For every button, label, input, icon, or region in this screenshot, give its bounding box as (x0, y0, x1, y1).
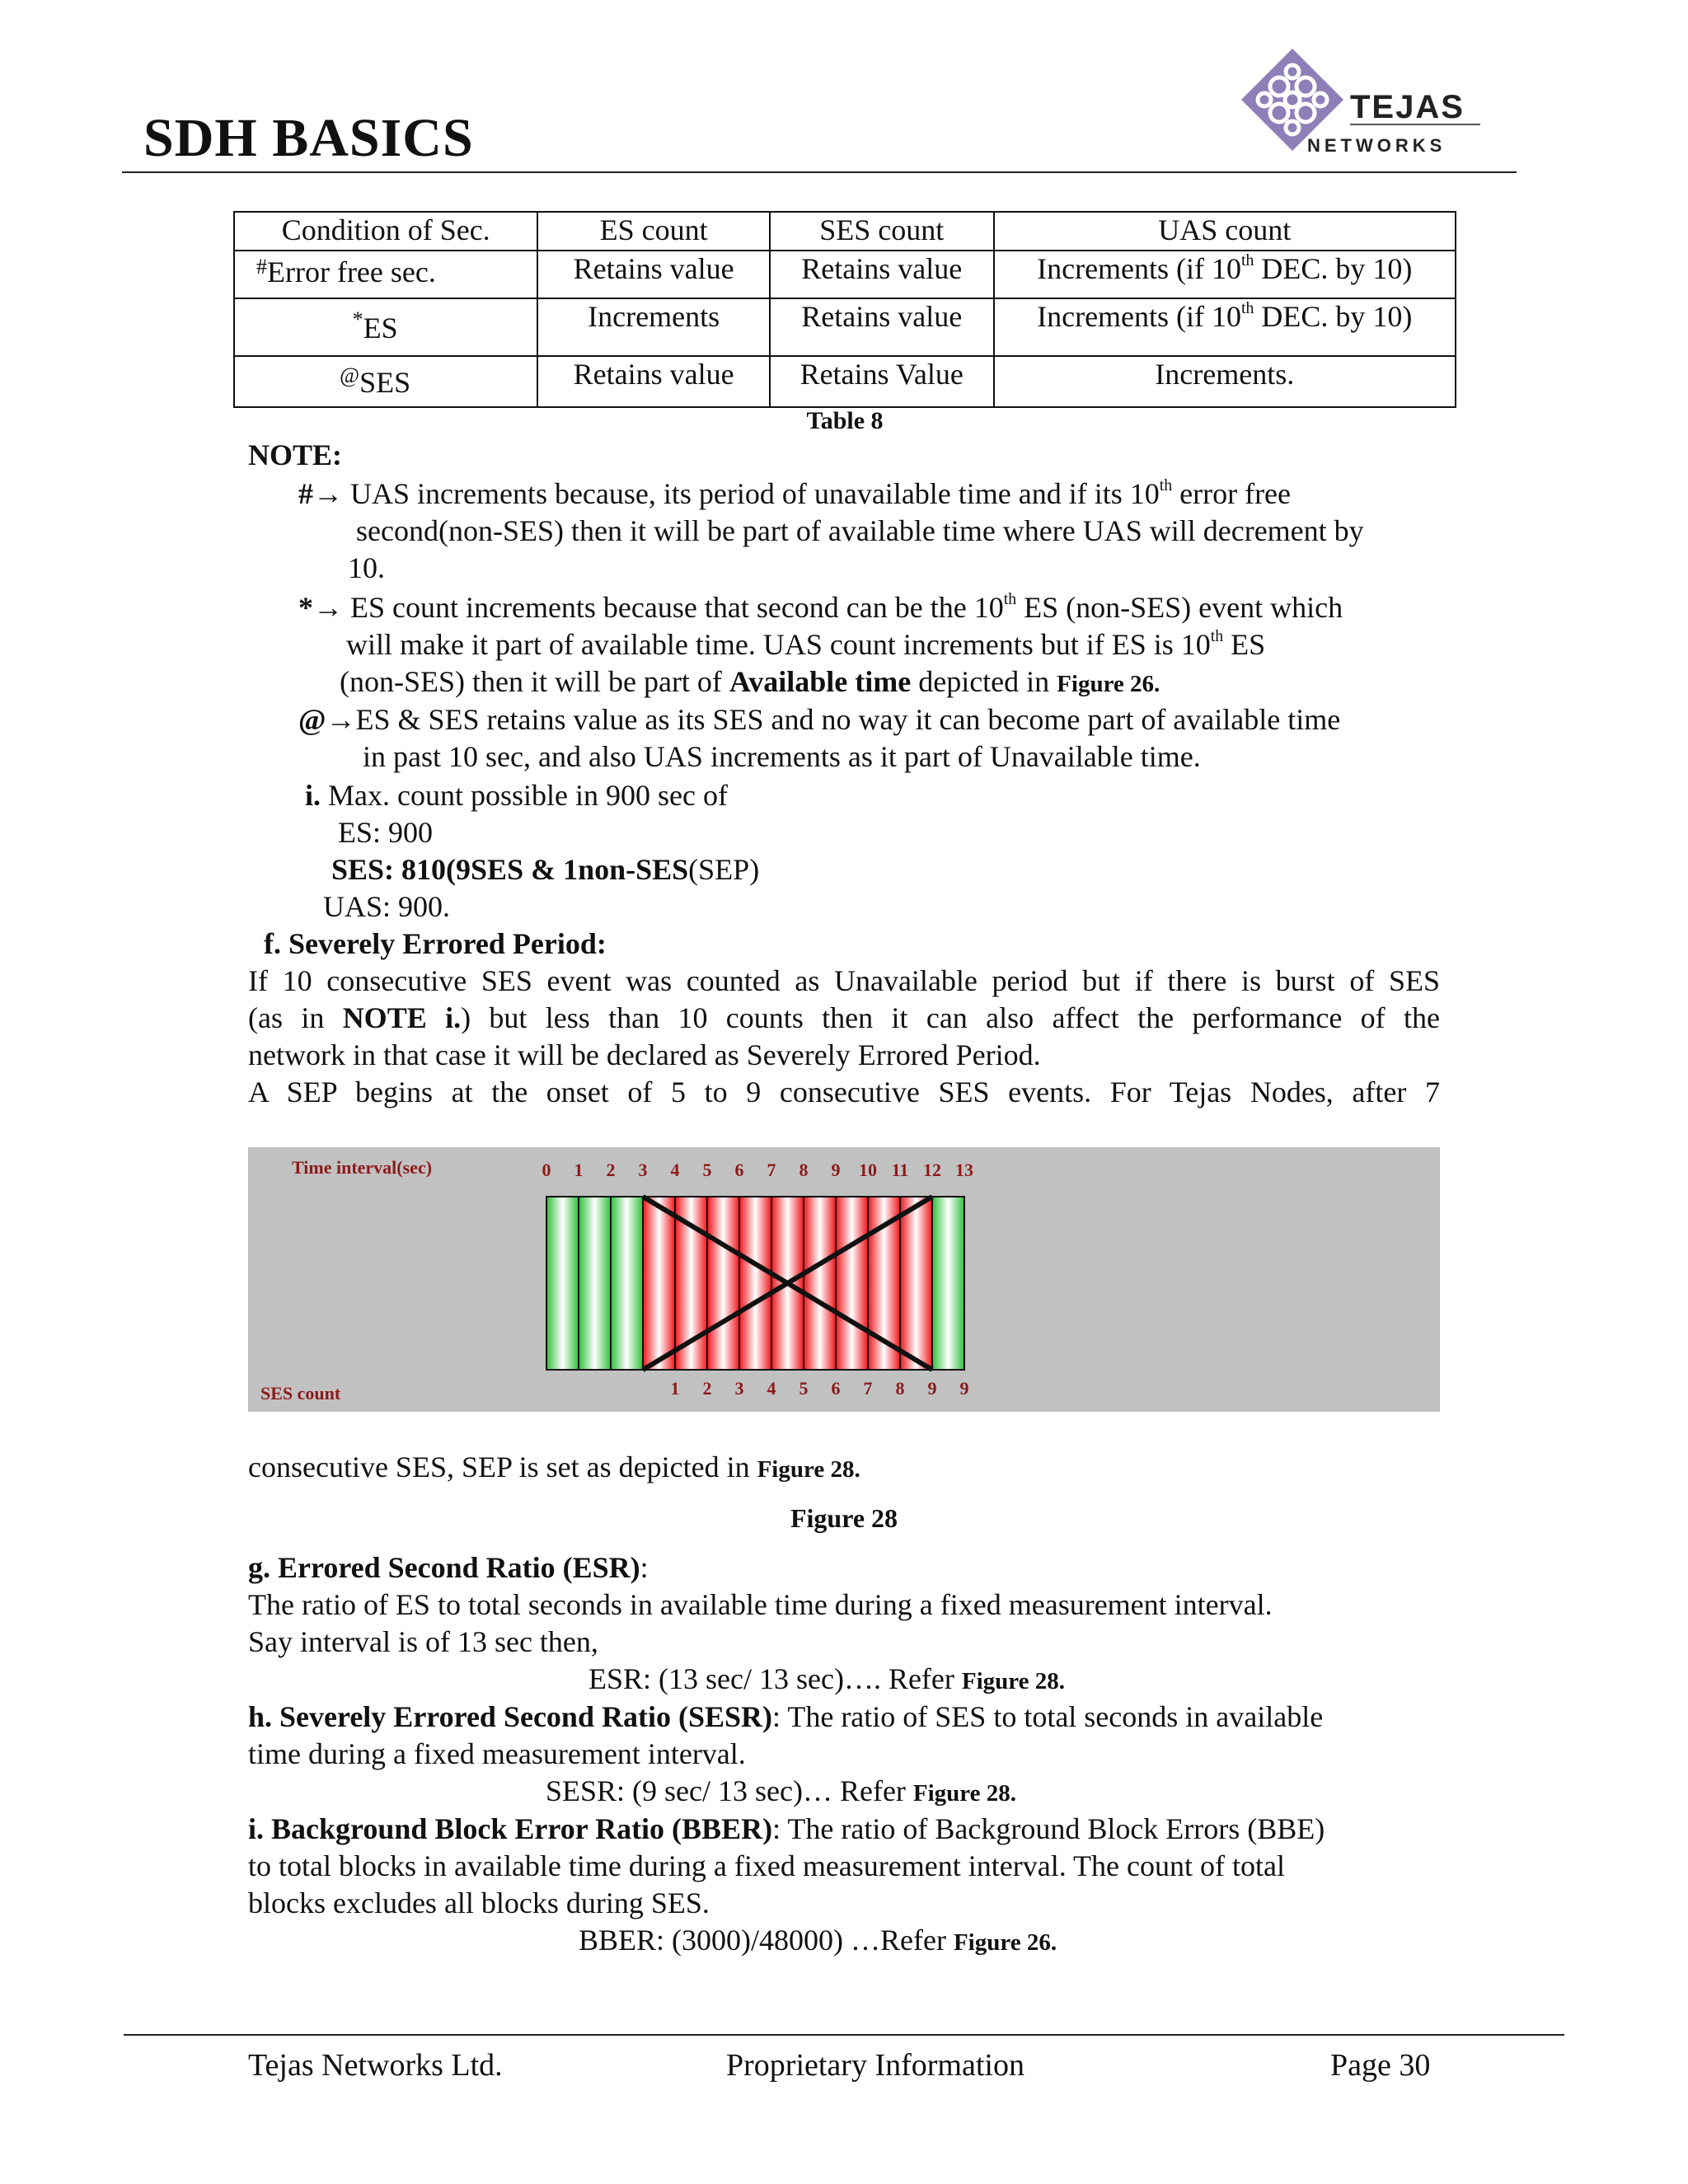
bber-formula (579, 1922, 1057, 1961)
note-mark: *→ (298, 591, 343, 624)
ses-tick-label: 6 (831, 1378, 841, 1399)
time-interval-label: Time interval(sec) (292, 1157, 433, 1178)
section-f-text: A SEP begins at the onset of 5 to 9 consecutive SES events. For Tejas Nodes, after 7 (248, 1076, 1440, 1108)
table-cell (994, 298, 1456, 356)
heading-text: h. Severely Errored Second Ratio (SESR) (248, 1700, 772, 1733)
table-header: SES count (770, 212, 994, 251)
sep-diagram-graphic (248, 1147, 1440, 1412)
ses-tick-label: 4 (767, 1378, 776, 1399)
section-g-text: Say interval is of 13 sec then, (248, 1625, 598, 1658)
note-i-ses (331, 851, 759, 888)
table-row (234, 356, 1456, 407)
table-header: ES count (537, 212, 770, 251)
note-mark: i. (305, 779, 321, 812)
time-tick-label: 0 (542, 1160, 551, 1180)
note-text: UAS increments because, its period of unavailable time and if its 10 (343, 477, 1160, 510)
uas-text: DEC. by 10) (1254, 252, 1413, 285)
time-tick-label: 11 (891, 1160, 909, 1180)
formula-text: BBER: (3000)/48000) …Refer (579, 1924, 954, 1957)
table-caption: Table 8 (806, 407, 884, 434)
section-i-line (248, 1811, 1325, 1848)
condition-table (233, 211, 1456, 408)
time-tick-label: 4 (670, 1160, 680, 1180)
note-text: (SEP) (688, 853, 760, 886)
note-text: error free (1172, 477, 1292, 510)
ses-second-cell (900, 1197, 932, 1370)
uas-text: DEC. by 10) (1254, 300, 1413, 333)
note-text: ES & SES retains value as its SES and no way it can become part of available time (355, 703, 1341, 736)
note-i-es: ES: 900 (338, 816, 434, 849)
footnote-mark: @ (340, 363, 360, 387)
table-cell: Retains value (770, 251, 994, 298)
sesr-formula (546, 1773, 1016, 1812)
note-text: ES count increments because that second can be the 10 (343, 591, 1004, 624)
page-number: Page 30 (1330, 2048, 1431, 2083)
sep-diagram (248, 1147, 1440, 1412)
footnote-mark: * (352, 307, 363, 331)
section-h-text: time during a fixed measurement interval. (248, 1737, 746, 1770)
ses-second-cell (739, 1197, 771, 1370)
para-text: : The ratio of Background Block Errors (BBE) (772, 1812, 1325, 1845)
para-text: : The ratio of SES to total seconds in available (772, 1700, 1324, 1733)
table-cell (234, 356, 537, 407)
table-cell: Increments (537, 298, 770, 356)
time-tick-label: 7 (767, 1160, 776, 1180)
section-g-text: The ratio of ES to total seconds in available time during a fixed measurement interval. (248, 1588, 1273, 1621)
ses-tick-label: 7 (863, 1378, 873, 1399)
time-tick-label: 12 (923, 1160, 941, 1180)
ses-tick-label: 8 (895, 1378, 905, 1399)
note-sup: th (1003, 590, 1017, 609)
section-i-text: blocks excludes all blocks during SES. (248, 1886, 710, 1919)
heading-text: i. Background Block Error Ratio (BBER) (248, 1812, 773, 1845)
para-text: ) but less than 10 counts then it can also affect the performance of the (461, 1001, 1440, 1034)
ses-tick-label: 1 (670, 1378, 680, 1399)
table-cell: Increments. (994, 356, 1456, 407)
table-cell: Retains value (537, 251, 770, 298)
time-tick-label: 3 (638, 1160, 648, 1180)
formula-text: ESR: (13 sec/ 13 sec)…. Refer (588, 1662, 962, 1695)
note-i-uas: UAS: 900. (323, 890, 451, 923)
note-text: Max. count possible in 900 sec of (321, 779, 728, 812)
uas-sup: th (1241, 299, 1254, 318)
error-free-second-cell (932, 1197, 964, 1370)
condition-label: SES (359, 366, 411, 399)
ses-second-cell (804, 1197, 836, 1370)
note-i-line (305, 777, 728, 814)
note-star-line (346, 626, 1265, 663)
section-i-text: to total blocks in available time during a fixed measurement interval. The count of total (248, 1849, 1285, 1882)
time-tick-label: 9 (831, 1160, 841, 1180)
section-g-heading (248, 1549, 649, 1586)
section-f-text: network in that case it will be declared as Severely Errored Period. (248, 1038, 1041, 1071)
para-text: (as in (248, 1001, 343, 1034)
time-tick-label: 5 (702, 1160, 712, 1180)
note-mark: #→ (298, 477, 343, 510)
heading-text: : (640, 1551, 649, 1584)
table-cell (994, 251, 1456, 298)
table-header-row (234, 212, 1456, 251)
note-hash-line (298, 476, 1291, 513)
figure-ref: Figure 28. (961, 1668, 1066, 1694)
ses-second-cell (836, 1197, 868, 1370)
table-cell (234, 298, 537, 356)
ses-tick-label: 2 (702, 1378, 712, 1399)
note-sup: th (1210, 627, 1224, 646)
ses-second-cell (707, 1197, 739, 1370)
para-text: consecutive SES, SEP is set as depicted in (248, 1451, 757, 1483)
para-text: NOTE i. (342, 1001, 462, 1034)
footer-rule (124, 2034, 1564, 2036)
logo-wordmark: TEJAS (1350, 89, 1465, 125)
footnote-mark: # (256, 255, 267, 279)
ses-second-cell (643, 1197, 675, 1370)
section-h-line (248, 1699, 1323, 1736)
footer-center: Proprietary Information (726, 2048, 1025, 2083)
section-f-text (248, 1449, 860, 1488)
note-text: Available time (729, 665, 912, 698)
note-text: ES (non-SES) event which (1016, 591, 1343, 624)
page-title: SDH BASICS (143, 108, 474, 168)
table-cell: Retains Value (770, 356, 994, 407)
heading-text: g. Errored Second Ratio (ESR) (248, 1551, 640, 1584)
ses-count-label: SES count (260, 1383, 341, 1404)
table-row (234, 298, 1456, 356)
time-tick-label: 13 (955, 1160, 973, 1180)
condition-label: ES (363, 312, 398, 344)
logo-subtitle: NETWORKS (1307, 135, 1447, 156)
table-header: Condition of Sec. (234, 212, 537, 251)
table-cell: Retains value (537, 356, 770, 407)
ses-tick-label: 9 (959, 1378, 969, 1399)
figure-caption: Figure 28 (790, 1503, 898, 1533)
note-star-line (340, 663, 1160, 703)
error-free-second-cell (611, 1197, 643, 1370)
note-text: (non-SES) then it will be part of (340, 665, 729, 698)
time-tick-label: 1 (574, 1160, 584, 1180)
note-at-line (298, 701, 1340, 738)
time-tick-label: 8 (799, 1160, 809, 1180)
ses-second-cell (868, 1197, 900, 1370)
section-f-heading: f. Severely Errored Period: (264, 927, 607, 960)
time-tick-label: 10 (859, 1160, 877, 1180)
note-sup: th (1159, 476, 1173, 495)
table-cell: Retains value (770, 298, 994, 356)
figure-ref: Figure 26. (1057, 671, 1160, 697)
header-rule (122, 171, 1517, 173)
ses-tick-label: 9 (927, 1378, 937, 1399)
note-text: ES (1223, 628, 1266, 661)
ses-tick-label: 5 (799, 1378, 809, 1399)
note-star-line (298, 589, 1343, 626)
note-at-line: in past 10 sec, and also UAS increments as it part of Unavailable time. (363, 740, 1201, 773)
uas-text: Increments (if 10 (1037, 252, 1242, 285)
note-heading: NOTE: (248, 438, 343, 471)
ses-tick-label: 3 (734, 1378, 744, 1399)
table-header: UAS count (994, 212, 1456, 251)
note-text: will make it part of available time. UAS count increments but if ES is 10 (346, 628, 1211, 661)
error-free-second-cell (579, 1197, 611, 1370)
figure-ref: Figure 26. (953, 1929, 1057, 1956)
section-f-text: If 10 consecutive SES event was counted as Unavailable period but if there is burst of SES (248, 964, 1440, 997)
note-text: depicted in (911, 665, 1057, 698)
ses-second-cell (675, 1197, 707, 1370)
note-text: SES: 810(9SES & 1non-SES (331, 853, 689, 886)
note-mark: @→ (298, 703, 356, 736)
section-f-text (248, 1000, 1440, 1037)
table-row (234, 251, 1456, 298)
time-tick-label: 2 (606, 1160, 616, 1180)
esr-formula (588, 1661, 1065, 1700)
condition-label: Error free sec. (267, 255, 436, 288)
error-free-second-cell (546, 1197, 579, 1370)
footer-company: Tejas Networks Ltd. (248, 2048, 503, 2083)
note-hash-line: 10. (348, 551, 385, 584)
figure-ref: Figure 28. (757, 1456, 860, 1483)
uas-sup: th (1241, 251, 1254, 270)
time-tick-label: 6 (734, 1160, 744, 1180)
figure-ref: Figure 28. (912, 1780, 1017, 1807)
table-cell (234, 251, 537, 298)
uas-text: Increments (if 10 (1037, 300, 1242, 333)
note-hash-line: second(non-SES) then it will be part of available time where UAS will decrement by (356, 514, 1364, 547)
formula-text: SESR: (9 sec/ 13 sec)… Refer (546, 1774, 913, 1807)
